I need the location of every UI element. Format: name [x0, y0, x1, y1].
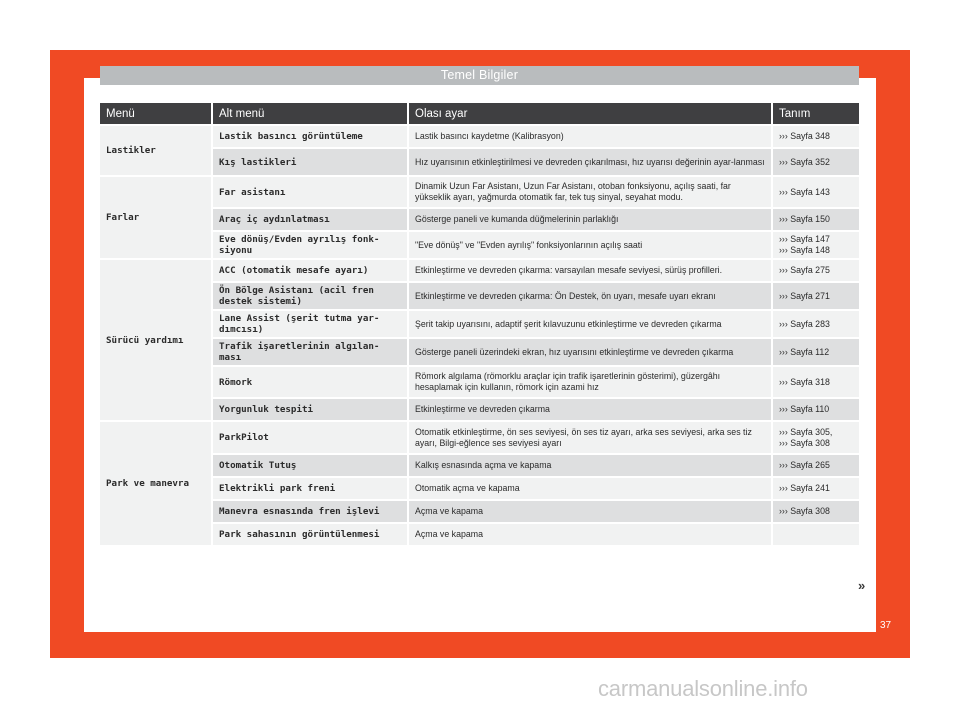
page-reference-cell — [771, 501, 859, 522]
continue-arrow: » — [858, 578, 866, 593]
page-reference-link[interactable]: ››› Sayfa 318 — [779, 376, 830, 387]
menu-cell: Lastikler — [100, 126, 211, 175]
page-reference-cell — [771, 422, 859, 453]
setting-cell: Gösterge paneli üzerindeki ekran, hız uyarısını etkinleştirme ve devreden çıkarma — [407, 339, 771, 365]
table-row — [100, 399, 859, 420]
setting-cell: Gösterge paneli ve kumanda düğmelerinin parlaklığı — [407, 209, 771, 230]
table-row — [100, 478, 859, 499]
page-reference-link[interactable]: ››› Sayfa 308 — [779, 506, 830, 516]
page-reference-link[interactable]: ››› Sayfa 348 — [779, 131, 830, 141]
setting-cell: Etkinleştirme ve devreden çıkarma — [407, 399, 771, 420]
page-reference-link[interactable]: ››› Sayfa 275 — [779, 265, 830, 275]
setting-cell: Otomatik etkinleştirme, ön ses seviyesi, ön ses tiz ayarı, arka ses seviyesi, arka ses tiz ayarı, Bilgi-eğlence ses seviyesi ayarı — [407, 422, 771, 453]
page-reference-link[interactable]: ››› Sayfa 150 — [779, 214, 830, 224]
page-reference-cell — [771, 524, 859, 545]
submenu-cell: Park sahasının görüntülenmesi — [211, 524, 407, 545]
page-reference-link[interactable]: ››› Sayfa 112 — [779, 346, 830, 357]
menu-cell: Sürücü yardımı — [100, 260, 211, 420]
menu-cell: Farlar — [100, 177, 211, 258]
setting-cell: Dinamik Uzun Far Asistanı, Uzun Far Asistanı, otoban fonksiyonu, açılış saati, far yükseklik ayarı, yağmurda otomatik far, tek tuş sinyal, seyahat modu. — [407, 177, 771, 207]
page-reference-link[interactable]: ››› Sayfa 271 — [779, 290, 830, 301]
header-setting: Olası ayar — [407, 103, 771, 124]
setting-cell: Şerit takip uyarısını, adaptif şerit kılavuzunu etkinleştirme ve devreden çıkarma — [407, 311, 771, 337]
table-row — [100, 149, 859, 175]
watermark: carmanualsonline.info — [598, 676, 808, 701]
page-reference-link[interactable]: ››› Sayfa 143 — [779, 186, 830, 197]
table-header-row — [100, 103, 859, 124]
header-description: Tanım — [771, 103, 859, 124]
page-reference-cell — [771, 311, 859, 337]
submenu-cell: Yorgunluk tespiti — [211, 399, 407, 420]
page-reference-cell — [771, 177, 859, 207]
page-reference-link[interactable]: ››› Sayfa 283 — [779, 318, 830, 329]
submenu-cell: Kış lastikleri — [211, 149, 407, 175]
page-reference-link[interactable]: ››› Sayfa 352 — [779, 156, 830, 167]
table-row — [100, 339, 859, 365]
submenu-cell: Eve dönüş/Evden ayrılış fonk-siyonu — [211, 232, 407, 258]
submenu-cell: ParkPilot — [211, 422, 407, 453]
header-submenu: Alt menü — [211, 103, 407, 124]
page-reference-link[interactable]: ››› Sayfa 110 — [779, 404, 830, 414]
header-menu: Menü — [100, 103, 211, 124]
page-reference-cell — [771, 209, 859, 230]
setting-cell: "Eve dönüş" ve "Evden ayrılış" fonksiyonlarının açılış saati — [407, 232, 771, 258]
submenu-cell: Trafik işaretlerinin algılan-ması — [211, 339, 407, 365]
page-reference-cell — [771, 232, 859, 258]
table-row — [100, 283, 859, 309]
setting-cell: Açma ve kapama — [407, 524, 771, 545]
submenu-cell: Lane Assist (şerit tutma yar-dımcısı) — [211, 311, 407, 337]
setting-cell: Otomatik açma ve kapama — [407, 478, 771, 499]
menu-cell: Park ve manevra — [100, 422, 211, 545]
page-reference-link[interactable]: ››› Sayfa 148 — [779, 245, 830, 255]
table-row — [100, 260, 859, 281]
page-reference-cell — [771, 126, 859, 147]
submenu-cell: Araç iç aydınlatması — [211, 209, 407, 230]
page-reference-cell — [771, 478, 859, 499]
submenu-cell: Manevra esnasında fren işlevi — [211, 501, 407, 522]
setting-cell: Etkinleştirme ve devreden çıkarma: Ön Destek, ön uyarı, mesafe uyarı ekranı — [407, 283, 771, 309]
section-title: Temel Bilgiler — [100, 66, 859, 85]
setting-cell: Lastik basıncı kaydetme (Kalibrasyon) — [407, 126, 771, 147]
setting-cell: Römork algılama (römorklu araçlar için trafik işaretlerinin gösterimi), güzergâhı hesaplamak için kullanın, römork için azami hız — [407, 367, 771, 397]
settings-table — [100, 101, 859, 547]
page-reference-cell — [771, 399, 859, 420]
page-reference-cell — [771, 367, 859, 397]
table-row — [100, 177, 859, 207]
setting-cell: Etkinleştirme ve devreden çıkarma: varsayılan mesafe seviyesi, sürüş profilleri. — [407, 260, 771, 281]
setting-cell: Hız uyarısının etkinleştirilmesi ve devreden çıkarılması, hız uyarısı değerinin ayar-lanması — [407, 149, 771, 175]
page-reference-cell — [771, 149, 859, 175]
page-reference-link[interactable]: ››› Sayfa 241 — [779, 483, 830, 493]
submenu-cell: Elektrikli park freni — [211, 478, 407, 499]
submenu-cell: Otomatik Tutuş — [211, 455, 407, 476]
submenu-cell: ACC (otomatik mesafe ayarı) — [211, 260, 407, 281]
setting-cell: Açma ve kapama — [407, 501, 771, 522]
submenu-cell: Ön Bölge Asistanı (acil fren destek sistemi) — [211, 283, 407, 309]
page-reference-link[interactable]: ››› Sayfa 305, — [779, 426, 833, 437]
table-row — [100, 126, 859, 147]
page-reference-cell — [771, 283, 859, 309]
page-number: 37 — [880, 620, 892, 631]
table-row — [100, 422, 859, 453]
page-reference-cell — [771, 339, 859, 365]
submenu-cell: Far asistanı — [211, 177, 407, 207]
page-reference-link[interactable]: ››› Sayfa 147 — [779, 234, 830, 244]
table-row — [100, 524, 859, 545]
table-row — [100, 311, 859, 337]
table-row — [100, 455, 859, 476]
submenu-cell: Römork — [211, 367, 407, 397]
table-row — [100, 367, 859, 397]
page-reference-cell — [771, 455, 859, 476]
page-reference-cell — [771, 260, 859, 281]
submenu-cell: Lastik basıncı görüntüleme — [211, 126, 407, 147]
page-reference-link[interactable]: ››› Sayfa 308 — [779, 437, 830, 448]
table-row — [100, 232, 859, 258]
page-reference-link[interactable]: ››› Sayfa 265 — [779, 460, 830, 470]
table-row — [100, 501, 859, 522]
table-row — [100, 209, 859, 230]
setting-cell: Kalkış esnasında açma ve kapama — [407, 455, 771, 476]
